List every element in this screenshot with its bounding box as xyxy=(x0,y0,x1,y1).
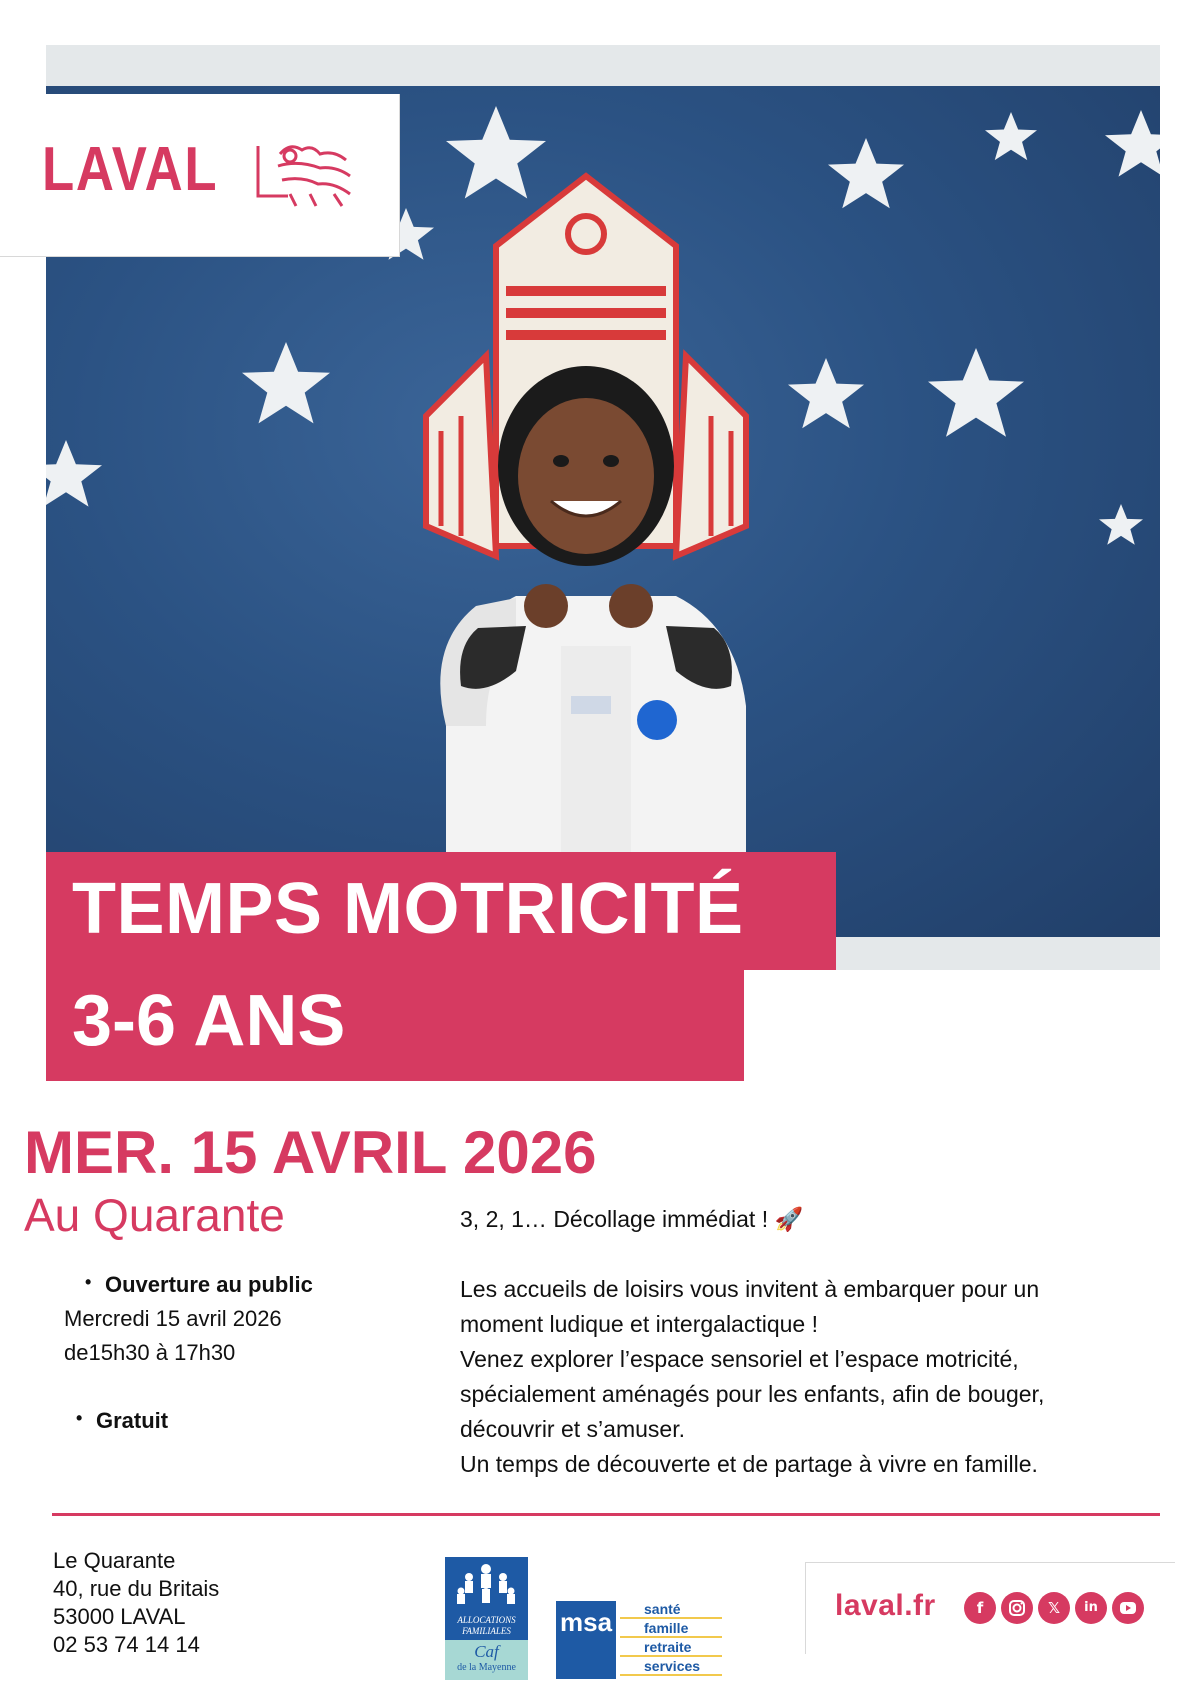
lion-emblem-icon xyxy=(250,136,358,210)
event-date: MER. 15 AVRIL 2026 xyxy=(24,1119,597,1186)
phone-number: 02 53 74 14 14 xyxy=(53,1632,200,1657)
address-line: 53000 LAVAL xyxy=(53,1604,186,1629)
msa-tagline: retraite xyxy=(620,1639,722,1657)
linkedin-icon[interactable]: in xyxy=(1075,1592,1107,1624)
youtube-glyph-icon xyxy=(1112,1592,1144,1624)
caf-line-1: ALLOCATIONS xyxy=(457,1615,516,1625)
footer-divider xyxy=(52,1513,1160,1516)
caf-line-2: FAMILIALES xyxy=(462,1626,511,1636)
msa-tagline: famille xyxy=(620,1620,722,1638)
msa-letters: msa xyxy=(560,1607,613,1637)
description-line: moment ludique et intergalactique ! xyxy=(460,1311,818,1337)
caf-bottom-band xyxy=(445,1640,528,1680)
msa-tagline: services xyxy=(620,1658,722,1676)
description-line: Un temps de découverte et de partage à vivre en famille. xyxy=(460,1451,1038,1477)
rocket-helmet xyxy=(426,176,746,566)
description-line: découvrir et s’amuser. xyxy=(460,1416,685,1442)
opening-date: Mercredi 15 avril 2026 xyxy=(64,1306,282,1331)
description-line: Venez explorer l’espace sensoriel et l’espace motricité, xyxy=(460,1346,1019,1372)
laval-logo-text: LAVAL xyxy=(42,135,219,204)
address-line: 40, rue du Britais xyxy=(53,1576,220,1601)
event-venue: Au Quarante xyxy=(24,1189,285,1241)
description-lead: 3, 2, 1… Décollage immédiat ! 🚀 xyxy=(460,1206,804,1232)
caf-logo xyxy=(445,1557,528,1680)
laval-logo-box xyxy=(0,94,400,257)
family-figures-icon xyxy=(445,1561,528,1611)
msa-tagline: santé xyxy=(620,1601,722,1619)
description-line: Les accueils de loisirs vous invitent à embarquer pour un xyxy=(460,1276,1040,1302)
instagram-icon[interactable] xyxy=(1001,1592,1033,1624)
event-title: TEMPS MOTRICITÉ xyxy=(72,869,744,949)
msa-logo xyxy=(556,1601,616,1679)
website-link[interactable]: laval.fr xyxy=(835,1589,936,1622)
price-label: • Gratuit xyxy=(96,1408,168,1434)
instagram-glyph-icon xyxy=(1001,1592,1033,1624)
address-line: Le Quarante xyxy=(53,1548,176,1573)
caf-name: Caf xyxy=(474,1642,499,1661)
facebook-icon[interactable]: f xyxy=(964,1592,996,1624)
x-icon[interactable]: 𝕏 xyxy=(1038,1592,1070,1624)
youtube-icon[interactable] xyxy=(1112,1592,1144,1624)
caf-region: de la Mayenne xyxy=(457,1662,516,1673)
description-line: spécialement aménagés pour les enfants, afin de bouger, xyxy=(460,1381,1045,1407)
event-age-range: 3-6 ANS xyxy=(72,981,346,1061)
opening-hours: de15h30 à 17h30 xyxy=(64,1340,236,1365)
opening-label: • Ouverture au public xyxy=(105,1272,313,1298)
